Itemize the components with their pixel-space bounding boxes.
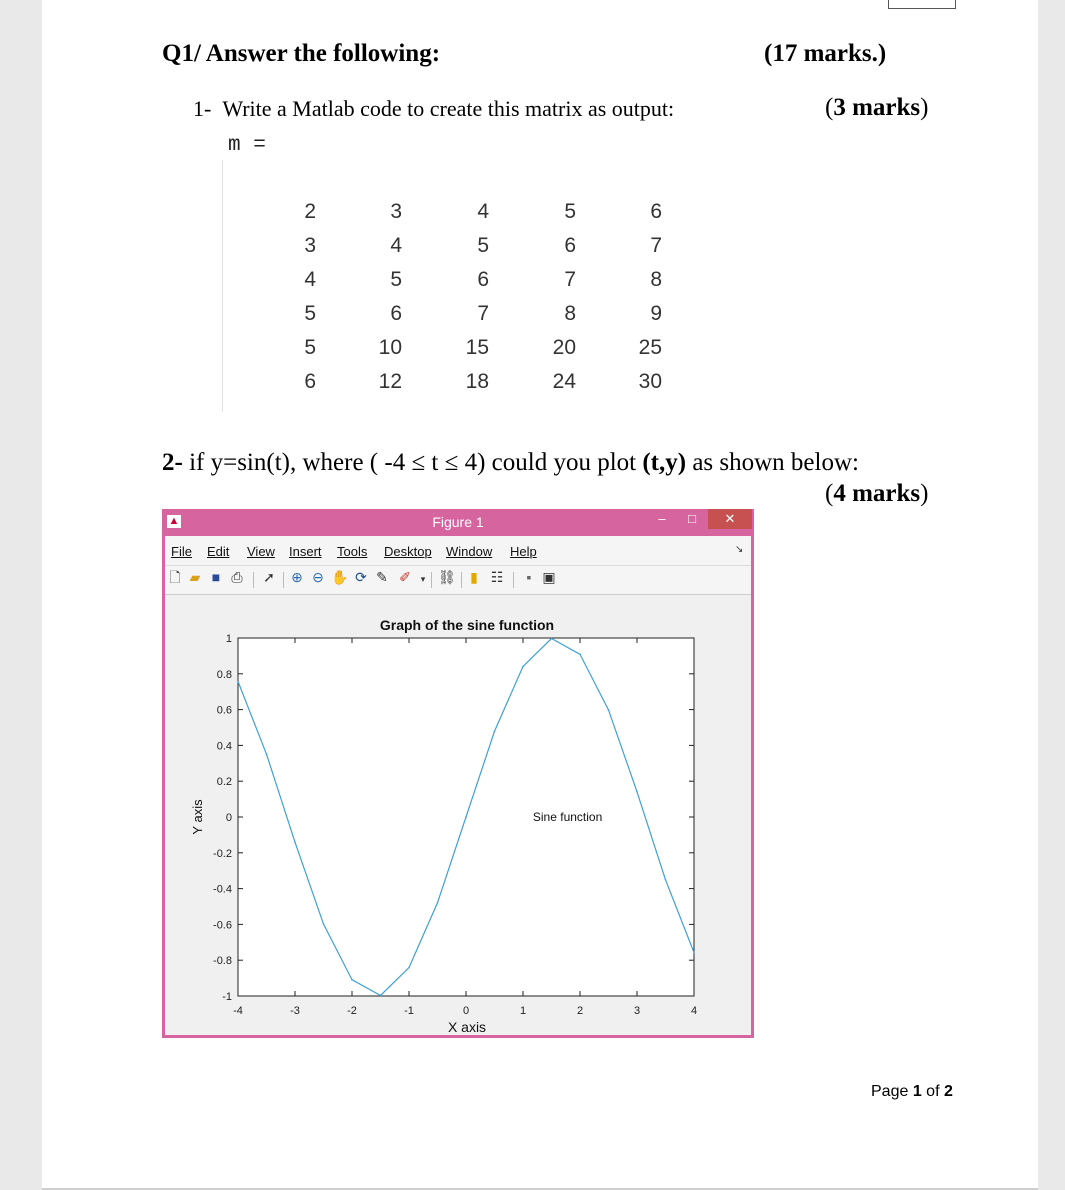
item1-marks: [825, 94, 928, 122]
sine-data-point: [351, 979, 353, 981]
matrix-cell: 6: [477, 268, 489, 291]
sine-data-point: [608, 709, 610, 711]
item1-instruction: [193, 96, 674, 122]
print-icon[interactable]: ⎙: [231, 571, 243, 586]
hide-plot-tools-icon[interactable]: ▪: [526, 571, 532, 586]
x-tick-label: -4: [233, 1005, 243, 1017]
matrix-cell: 7: [564, 268, 576, 291]
code-output-rule: [222, 160, 223, 412]
chart-title: Graph of the sine function: [379, 617, 555, 633]
toolbar-separator: [283, 572, 284, 588]
matrix-cell: 5: [390, 268, 402, 291]
menu-view[interactable]: View: [247, 544, 275, 559]
toolbar-separator: [253, 572, 254, 588]
y-tick-label: 0.4: [216, 740, 232, 753]
menu-edit[interactable]: Edit: [207, 544, 230, 559]
brush-dropdown-icon[interactable]: ▾: [420, 574, 426, 584]
corner-box: [888, 0, 956, 9]
matrix-cell: 6: [650, 200, 662, 223]
sine-data-point: [294, 841, 296, 843]
minimize-button[interactable]: –: [658, 511, 666, 526]
x-tick-label: 1: [519, 1005, 527, 1017]
colorbar-icon[interactable]: ▮: [470, 571, 478, 586]
menu-file[interactable]: File: [171, 544, 192, 559]
link-icon[interactable]: ⛓: [438, 571, 456, 586]
matrix-cell: 30: [638, 370, 662, 393]
x-axis-label: X axis: [447, 1019, 487, 1035]
y-tick-label: 1: [225, 633, 232, 645]
y-tick-label: -0.4: [213, 883, 232, 896]
matlab-figure-window: [162, 509, 754, 1038]
sine-data-point: [665, 879, 667, 881]
x-tick-label: 2: [576, 1005, 584, 1017]
toolbar-separator: [431, 572, 432, 588]
sine-data-point: [494, 730, 496, 732]
y-tick-label: -0.8: [213, 955, 232, 968]
sine-data-point: [266, 753, 268, 755]
matrix-cell: 7: [477, 302, 489, 325]
page-prefix: Page: [871, 1083, 913, 1100]
page-current: 1: [912, 1083, 922, 1100]
matrix-cell: 6: [564, 234, 576, 257]
zoom-out-icon[interactable]: ⊖: [312, 571, 324, 586]
matrix-cell: 5: [304, 302, 316, 325]
y-tick-label: -0.2: [213, 847, 232, 860]
matrix-label: m =: [228, 134, 266, 157]
page-total: 2: [943, 1083, 953, 1100]
y-tick-label: 0.8: [216, 668, 232, 681]
figure-client-area: [165, 536, 751, 1035]
matrix-cell: 3: [304, 234, 316, 257]
sine-data-point: [465, 816, 467, 818]
item2-text-before: if y=sin(t), where ( -4 ≤ t ≤ 4) could you plot: [182, 449, 643, 476]
matrix-cell: 4: [477, 200, 489, 223]
new-file-icon[interactable]: 🗋: [169, 571, 181, 586]
x-tick-label: -1: [404, 1005, 414, 1017]
x-tick-label: -2: [347, 1005, 357, 1017]
sine-data-point: [579, 653, 581, 655]
x-tick-label: 4: [690, 1005, 698, 1017]
menu-window[interactable]: Window: [446, 544, 493, 559]
sine-function-annotation: Sine function: [532, 810, 603, 824]
item2-marks: [825, 480, 928, 508]
item1-number: 1-: [193, 96, 212, 121]
matrix-cell: 18: [465, 370, 489, 393]
matrix-cell: 10: [378, 336, 402, 359]
sine-data-point: [237, 681, 239, 683]
page-number: [871, 1083, 953, 1101]
item1-marks-open: (: [825, 94, 834, 121]
sine-data-point: [693, 952, 695, 954]
item2-text-bold: (t,y): [642, 449, 687, 476]
menu-tools[interactable]: Tools: [337, 544, 368, 559]
pan-hand-icon[interactable]: ✋: [331, 571, 349, 586]
x-tick-label: -3: [290, 1005, 300, 1017]
toolbar-separator: [461, 572, 462, 588]
y-tick-label: -0.6: [213, 919, 232, 932]
figure-window-title: Figure 1: [432, 514, 484, 530]
toolbar-separator: [513, 572, 514, 588]
matlab-logo-icon: ▲: [168, 515, 180, 527]
y-tick-label: 0.6: [216, 704, 232, 717]
y-tick-label: 0: [225, 812, 232, 824]
figure-menubar: [165, 536, 751, 566]
matrix-cell: 3: [390, 200, 402, 223]
x-tick-label: 3: [633, 1005, 641, 1017]
item2-text-after: as shown below:: [686, 449, 859, 476]
matrix-cell: 8: [650, 268, 662, 291]
open-folder-icon[interactable]: ▰: [189, 571, 201, 586]
y-tick-label: 0.2: [216, 776, 232, 789]
matrix-cell: 6: [390, 302, 402, 325]
zoom-in-icon[interactable]: ⊕: [291, 571, 303, 586]
matrix-cell: 25: [638, 336, 662, 359]
item1-text: Write a Matlab code to create this matrix as output:: [222, 96, 675, 121]
brush-icon[interactable]: ✐: [399, 571, 411, 586]
rotate-3d-icon[interactable]: ⟳: [355, 571, 367, 586]
dock-arrow-icon[interactable]: ↘: [735, 544, 744, 555]
matrix-cell: 5: [477, 234, 489, 257]
item2-marks-close: ): [920, 480, 929, 507]
sine-data-point: [437, 902, 439, 904]
sine-data-point: [408, 967, 410, 969]
sine-data-point: [522, 666, 524, 668]
matrix-cell: 5: [304, 336, 316, 359]
menu-desktop[interactable]: Desktop: [384, 544, 432, 559]
matrix-cell: 4: [390, 234, 402, 257]
y-axis-label: Y axis: [190, 799, 205, 835]
show-plot-tools-icon[interactable]: ▣: [542, 571, 556, 586]
matrix-cell: 5: [564, 200, 576, 223]
question-marks: (17 marks.): [764, 40, 887, 67]
maximize-button[interactable]: □: [688, 511, 696, 526]
pointer-icon[interactable]: ➚: [263, 571, 275, 586]
item2-instruction: [162, 449, 859, 477]
item2-marks-value: 4 marks: [833, 480, 921, 507]
data-cursor-icon[interactable]: ✎: [376, 571, 388, 586]
save-icon[interactable]: ■: [211, 571, 221, 586]
item1-marks-close: ): [920, 94, 929, 121]
close-button[interactable]: ✕: [708, 509, 752, 529]
matrix-cell: 6: [304, 370, 316, 393]
question-title: Q1/ Answer the following:: [162, 40, 441, 67]
matrix-cell: 8: [564, 302, 576, 325]
sine-data-point: [323, 923, 325, 925]
menu-insert[interactable]: Insert: [289, 544, 322, 559]
figure-toolbar: [165, 566, 751, 595]
x-tick-label: 0: [462, 1005, 470, 1017]
sine-plot[interactable]: [165, 596, 751, 1035]
sine-data-point: [551, 638, 553, 640]
legend-icon[interactable]: ☷: [490, 571, 504, 586]
matrix-cell: 12: [378, 370, 402, 393]
matrix-cell: 2: [304, 200, 316, 223]
item2-number: 2-: [162, 449, 183, 476]
matrix-cell: 4: [304, 268, 316, 291]
matrix-cell: 20: [552, 336, 576, 359]
sine-data-point: [636, 791, 638, 793]
y-tick-label: -1: [222, 991, 232, 1003]
matrix-cell: 9: [650, 302, 662, 325]
page-middle: of: [921, 1083, 944, 1100]
matrix-cell: 24: [552, 370, 576, 393]
matrix-cell: 7: [650, 234, 662, 257]
menu-help[interactable]: Help: [510, 544, 537, 559]
sine-data-point: [380, 995, 382, 997]
matrix-cell: 15: [465, 336, 489, 359]
item1-marks-value: 3 marks: [833, 94, 921, 121]
item2-marks-open: (: [825, 480, 834, 507]
